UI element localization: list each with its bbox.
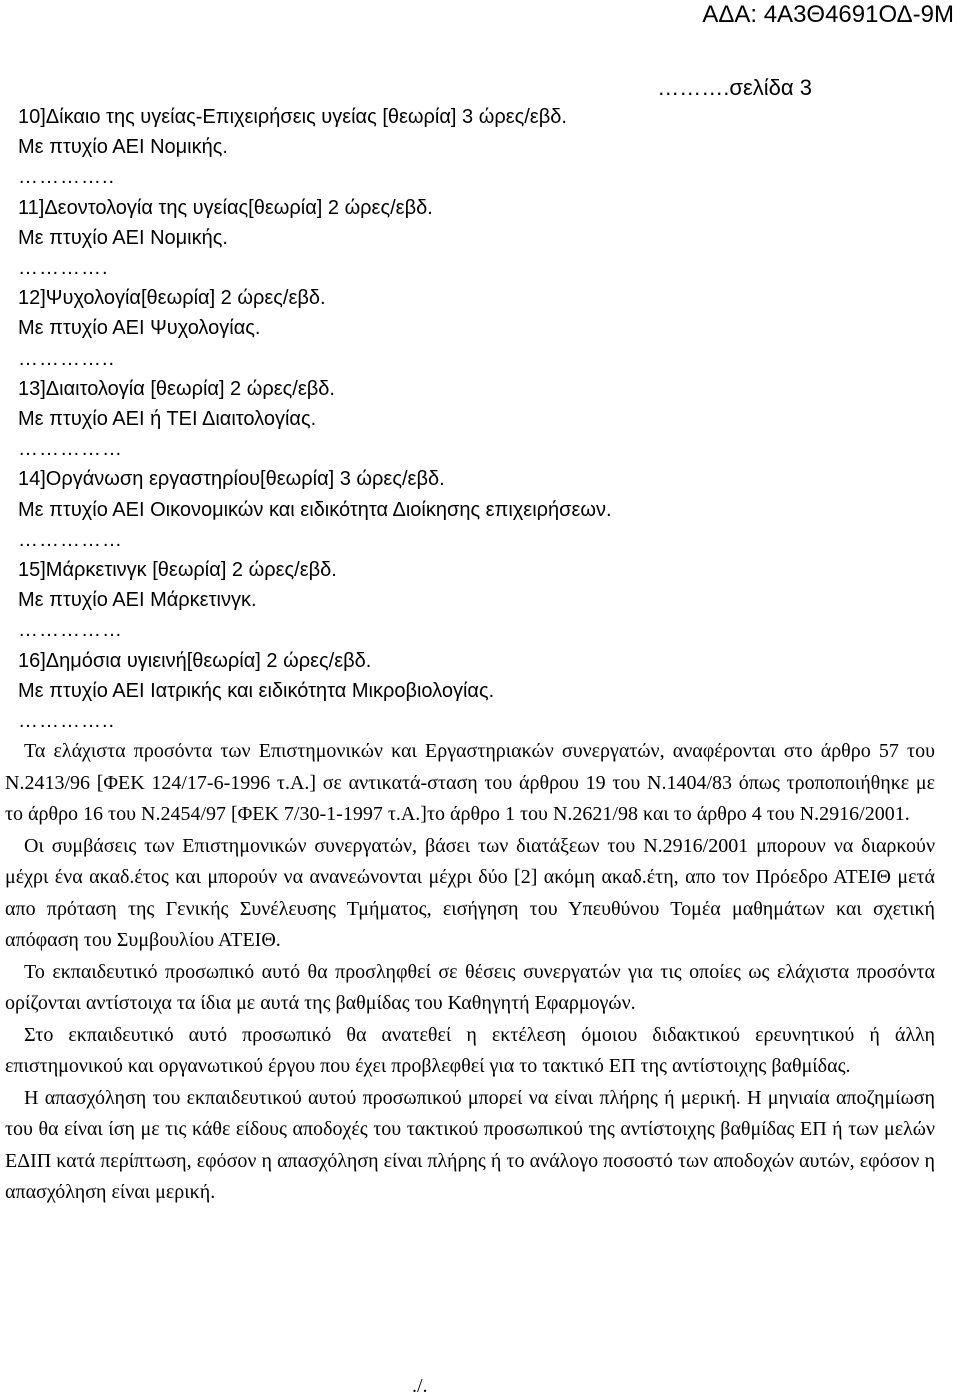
course-item	[18, 646, 938, 737]
course-qualification: Με πτυχίο ΑΕΙ Νομικής.	[18, 226, 228, 249]
course-title: 16]Δημόσια υγιεινή[θεωρία] 2 ώρες/εβδ.	[18, 649, 372, 672]
course-item	[18, 193, 938, 284]
course-title: 12]Ψυχολογία[θεωρία] 2 ώρες/εβδ.	[18, 287, 326, 310]
course-qualification: Με πτυχίο ΑΕΙ Μάρκετινγκ.	[18, 589, 257, 612]
course-separator: …………..	[18, 166, 116, 189]
course-qualification: Με πτυχίο ΑΕΙ Ψυχολογίας.	[18, 317, 261, 340]
course-title: 14]Οργάνωση εργαστηρίου[θεωρία] 3 ώρες/εβδ.	[18, 468, 445, 491]
course-separator: ………….	[18, 257, 109, 280]
ending-mark: ./.	[412, 1375, 428, 1397]
course-item	[18, 374, 938, 465]
body-text	[5, 736, 935, 1209]
page-number: ……….σελίδα 3	[657, 75, 812, 100]
course-item	[18, 464, 938, 555]
paragraph-minimum-qualifications: Τα ελάχιστα προσόντα των Επιστημονικών και Εργαστηριακών συνεργατών, αναφέρονται στο άρθρο 57 του Ν.2413/96 [ΦΕΚ 124/17-6-1996 τ.Α.] σε αντικατά-σταση του άρθρου 19 του Ν.1404/83 όπως τροποποιήθηκε με το άρθρο 16 του Ν.2454/97 [ΦΕΚ 7/30-1-1997 τ.Α.]το άρθρο 1 του Ν.2621/98 και το άρθρο 4 του Ν.2916/2001.	[5, 740, 935, 825]
course-title: 10]Δίκαιο της υγείας-Επιχειρήσεις υγείας [θεωρία] 3 ώρες/εβδ.	[18, 106, 567, 128]
course-item	[18, 102, 938, 193]
course-qualification: Με πτυχίο ΑΕΙ Νομικής.	[18, 136, 228, 159]
course-title: 11]Δεοντολογία της υγείας[θεωρία] 2 ώρες/εβδ.	[18, 196, 433, 219]
course-qualification: Με πτυχίο ΑΕΙ ή ΤΕΙ Διαιτολογίας.	[18, 408, 317, 431]
paragraph-duties: Στο εκπαιδευτικό αυτό προσωπικό θα ανατεθεί η εκτέλεση όμοιου διδακτικού ερευνητικού ή άλλη επιστημονικού και οργανωτικού έργου που έχει προβλεφθεί για το τακτικό ΕΠ της αντίστοιχης βαθμίδας.	[5, 1023, 935, 1077]
course-list	[18, 102, 938, 736]
paragraph-staff-positions: Το εκπαιδευτικό προσωπικό αυτό θα προσληφθεί σε θέσεις συνεργατών για τις οποίες ως ελάχιστα προσόντα ορίζονται αντίστοιχα τα ίδια με αυτά της βαθμίδας του Καθηγητή Εφαρμογών.	[5, 960, 935, 1014]
ada-code: ΑΔΑ: 4Α3Θ4691ΟΔ-9Μ	[702, 1, 954, 28]
course-qualification: Με πτυχίο ΑΕΙ Ιατρικής και ειδικότητα Μικροβιολογίας.	[18, 679, 495, 702]
course-separator: ……………	[18, 528, 123, 551]
course-title: 13]Διαιτολογία [θεωρία] 2 ώρες/εβδ.	[18, 377, 335, 400]
paragraph-contracts: Οι συμβάσεις των Επιστημονικών συνεργατών, βάσει των διατάξεων του Ν.2916/2001 μπορουν να διαρκούν μέχρι ένα ακαδ.έτος και μπορούν να ανανεώνονται μέχρι δύο [2] ακόμη ακαδ.έτη, απο τον Πρόεδρο ΑΤΕΙΘ μετά απο πρόταση της Γενικής Συνέλευσης Τμήματος, εισήγηση του Υπευθύνου Τομέα μαθημάτων και σχετική απόφαση του Συμβουλίου ΑΤΕΙΘ.	[5, 834, 935, 951]
paragraph-employment: Η απασχόληση του εκπαιδευτικού αυτού προσωπικού μπορεί να είναι πλήρης ή μερική. Η μηνιαία αποζημίωση του θα είναι ίση με τις κάθε είδους αποδοχές του τακτικού προσωπικού της αντίστοιχης βαθμίδας ΕΠ ή των μελών ΕΔΙΠ κατά περίπτωση, εφόσον η απασχόληση είναι πλήρης ή το ανάλογο ποσοστό των αποδοχών αυτών, εφόσον η απασχόληση είναι μερική.	[5, 1086, 935, 1203]
course-title: 15]Μάρκετινγκ [θεωρία] 2 ώρες/εβδ.	[18, 559, 337, 582]
course-separator: ……………	[18, 438, 123, 461]
course-separator: ……………	[18, 619, 123, 642]
course-separator: …………..	[18, 710, 116, 733]
course-separator: …………..	[18, 347, 116, 370]
course-item	[18, 555, 938, 646]
course-qualification: Με πτυχίο ΑΕΙ Οικονομικών και ειδικότητα Διοίκησης επιχειρήσεων.	[18, 498, 612, 521]
course-item	[18, 283, 938, 374]
